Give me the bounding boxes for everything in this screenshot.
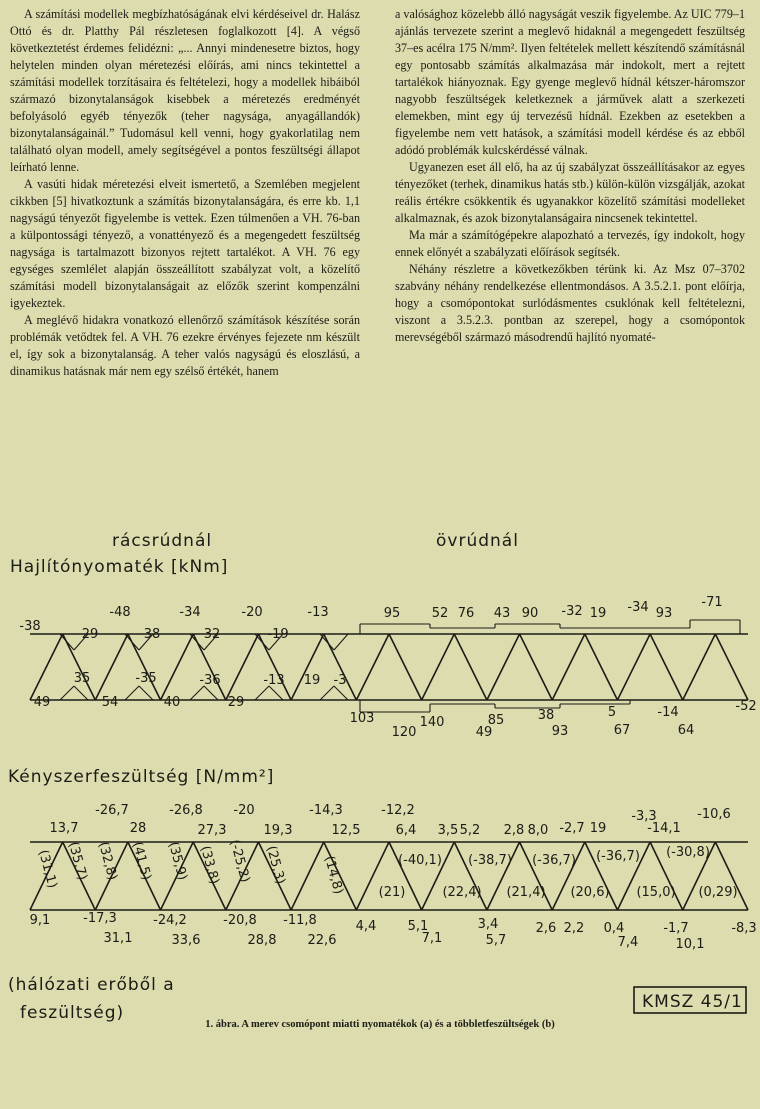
value-label: -34: [179, 605, 201, 620]
value-label: 27,3: [197, 823, 227, 838]
value-label: 2,8: [503, 823, 525, 838]
moment-wedge: [334, 634, 348, 650]
moment-truss-diagonal: [683, 634, 716, 700]
moment-truss-diagonal: [487, 634, 520, 700]
value-label: 19,3: [263, 823, 293, 838]
moment-truss-diagonal: [715, 634, 748, 700]
moment-truss-diagonal: [617, 634, 650, 700]
value-label: 95: [383, 606, 401, 621]
value-label: 64: [677, 723, 695, 738]
value-label: 93: [655, 606, 673, 621]
moment-truss-diagonal: [356, 634, 389, 700]
moment-truss-diagonal: [95, 634, 128, 700]
paragraph: A vasúti hidak méretezési elveit ismertető, a Szemlében megjelent cikkben [5] hivatkoztunk a számítás bizonytalanságára, és erre kb. 1,1 nagyságú tényezőt figyelembe is vettek. Ezen túlmenően a VH. 76-ban a külpontossági tényező, a vonattényező és a megengedett feszültség nagysága is tartalmazott bizonyos rejtett tartalékot. A VH. 76 egy egységes szemlélet alapján összeállított szabályzat volt, a közelítő számítási modell bizonytalanságait az előzők szerint kompenzálni igyekeztek.: [10, 177, 360, 310]
diagonal-stress-label: (14,8): [321, 854, 346, 896]
value-label: 52: [431, 606, 449, 621]
value-label: 29: [81, 627, 99, 642]
moment-wedge: [60, 686, 74, 700]
moment-truss-diagonal: [291, 634, 324, 700]
value-label: -38: [19, 619, 41, 634]
moment-wedge: [190, 634, 204, 650]
value-label: 22,6: [307, 933, 337, 948]
diagonal-stress-label: (25,3): [263, 844, 288, 886]
value-label: -2,7: [559, 821, 585, 836]
moment-truss-diagonal: [226, 634, 259, 700]
moment-wedge: [60, 634, 74, 650]
value-label: 35: [73, 671, 91, 686]
value-label: (21,4): [506, 885, 546, 900]
value-label: -12,2: [381, 803, 415, 818]
code-label: KMSZ 45/1: [642, 992, 743, 1012]
value-label: -35: [135, 671, 157, 686]
value-label: 7,1: [421, 931, 443, 946]
value-label: 9,1: [29, 913, 51, 928]
value-label: 3,5: [437, 823, 459, 838]
value-label: (15,0): [636, 885, 676, 900]
value-label: -26,8: [169, 803, 203, 818]
value-label: 4,4: [355, 919, 377, 934]
moment-wedge: [204, 686, 218, 700]
moment-wedge: [74, 686, 88, 700]
value-label: (-38,7): [468, 853, 512, 868]
paragraph: Ma már a számítógépekre alapozható a tervezés, így indokolt, hogy ennek előnyét a szabályzati előírások segítsék.: [395, 228, 745, 259]
value-label: -71: [701, 595, 723, 610]
value-label: 19: [303, 673, 321, 688]
value-label: 40: [163, 695, 181, 710]
value-label: (-40,1): [398, 853, 442, 868]
value-label: 140: [419, 715, 445, 730]
paragraph: A meglévő hidakra vonatkozó ellenőrző számítások készítése során problémák vetődtek fel. A VH. 76 ezekre érvényes fejezete nm készült el, így sok a bizonytalanság. A teher valós nagyságú és eloszlású, a dinamikus hatásnak már nem egy szélső értékét, hanem: [10, 313, 360, 378]
value-label: 0,4: [603, 921, 625, 936]
value-label: 5,7: [485, 933, 507, 948]
value-label: 33,6: [171, 933, 201, 948]
heading-lattice: rácsrúdnál: [112, 531, 213, 551]
moment-wedge: [125, 634, 139, 650]
moment-wedge: [334, 686, 348, 700]
value-label: 5: [607, 705, 617, 720]
value-label: 10,1: [675, 937, 705, 952]
value-label: -17,3: [83, 911, 117, 926]
value-label: -52: [735, 699, 757, 714]
diagonal-stress-label: (35,7): [65, 840, 90, 882]
note-line-2: feszültség): [20, 1003, 125, 1023]
value-label: (21): [378, 885, 406, 900]
value-label: -10,6: [697, 807, 731, 822]
value-label: -13: [307, 605, 329, 620]
value-label: 28,8: [247, 933, 277, 948]
diagonal-stress-label: (35,9): [165, 840, 190, 882]
paragraph: a valósághoz közelebb álló nagyságát veszik figyelembe. Az UIC 779–1 ajánlás tervezete szerint a meglevő hidaknál a megengedett feszültség 37–es acélra 175 N/mm². Ilyen feltételek mellett készítendő számításnál egy pontosabb számítás alkalmazása már indokolt, mert a rejtett tartalékok hiányoznak. Egy gyenge meglevő hídnál kétszer-háromszor nagyobb feszültségek keletkeznek a járművek alatt a szerkezeti elemekben, mint egy új tervezésű hídnál. Ezekben az esetekben a figyelembe nem vett hatások, a számítási modell kérdése és az ebből adódó problémák kulcskérdéssé válnak.: [395, 7, 745, 157]
value-label: 2,2: [563, 921, 585, 936]
value-label: 93: [551, 724, 569, 739]
value-label: 31,1: [103, 931, 133, 946]
value-label: -24,2: [153, 913, 187, 928]
moment-truss-diagonal: [161, 634, 194, 700]
value-label: -3: [333, 673, 347, 688]
paragraph: A számítási modellek megbízhatóságának elvi kérdéseivel dr. Halász Ottó és dr. Platthy Pál részletesen foglalkozott [4]. A végső következtetést érdemes felidézni: „... Annyi mindenesetre biztos, hogy helytelen minden olyan méretezési előírás, ami nincs tekintettel a számítási modellek torzításaira és feltételezi, hogy a modellek hibáiból származó bizonytalanságok kisebbek a méretezés eredményét befolyásoló egyéb tényezők (teher nagysága, anyagállandók) bizonytalanságainál.” Tudomásul kell venni, hogy gyakorlatilag nem található olyan modell, amely segítségével a pontos feszültségi állapot leírható lenne.: [10, 7, 360, 174]
value-label: -11,8: [283, 913, 317, 928]
value-label: -3,3: [631, 809, 657, 824]
value-label: 85: [487, 713, 505, 728]
value-label: -36: [199, 673, 221, 688]
value-label: 12,5: [331, 823, 361, 838]
value-label: 43: [493, 606, 511, 621]
paragraph: Néhány részletre a következőkben térünk ki. Az Msz 07–3702 szabvány néhány rendelkezése ellentmondásos. A 3.5.2.1. pont előírja, hogy a csomópontokat surlódásmentes csuklónak kell feltételezni, viszont a 3.5.2.3. pontban az szerepel, hogy a csomópontok merevségéből származó másodrendű hajlító nyomaté-: [395, 262, 745, 344]
moment-wedge: [320, 634, 334, 650]
value-label: -20: [241, 605, 263, 620]
moment-wedge: [255, 686, 269, 700]
value-label: (-36,7): [532, 853, 576, 868]
figure-caption: 1. ábra. A merev csomópont miatti nyomatékok (a) és a többletfeszültségek (b): [205, 1019, 555, 1030]
heading-chord: övrúdnál: [436, 531, 519, 551]
diagonal-stress-label: (-25,2): [226, 838, 253, 885]
moment-truss-diagonal: [552, 634, 585, 700]
diagonal-stress-label: (31,1): [35, 848, 60, 890]
value-label: (0,29): [698, 885, 738, 900]
value-label: -8,3: [731, 921, 757, 936]
value-label: 54: [101, 695, 119, 710]
value-label: 29: [227, 695, 245, 710]
moment-truss-diagonal: [520, 634, 553, 700]
value-label: 8,0: [527, 823, 549, 838]
moment-title: Hajlítónyomaték [kNm]: [10, 557, 229, 577]
value-label: -14,3: [309, 803, 343, 818]
value-label: -1,7: [663, 921, 689, 936]
diagonal-stress-label: (33,8): [197, 844, 222, 886]
moment-truss-diagonal: [454, 634, 487, 700]
stress-title: Kényszerfeszültség [N/mm²]: [8, 767, 275, 787]
value-label: 13,7: [49, 821, 79, 836]
diagonal-stress-label: (32,8): [95, 840, 120, 882]
moment-truss-diagonal: [389, 634, 422, 700]
moment-truss-diagonal: [585, 634, 618, 700]
moment-wedge: [269, 686, 283, 700]
note-line-1: (hálózati erőből a: [8, 975, 175, 995]
diagonal-stress-label: (41,5): [129, 840, 154, 882]
moment-labels: [19, 595, 756, 740]
value-label: 103: [349, 711, 375, 726]
value-label: 28: [129, 821, 147, 836]
value-label: 32: [203, 627, 221, 642]
value-label: -13: [263, 673, 285, 688]
paragraph: Ugyanezen eset áll elő, ha az új szabályzat összeállításakor az egyes tényezőket (terhek, dinamikus hatás stb.) külön-külön vizsgálják, azokat reális értékre csökkentik és ugyanakkor közelítő számítási modelleket alkalmaznak, és azok bizonytalanságaira nincsenek tekintettel.: [395, 160, 745, 225]
value-label: 38: [143, 627, 161, 642]
value-label: -20,8: [223, 913, 257, 928]
value-label: 19: [589, 606, 607, 621]
value-label: 67: [613, 723, 631, 738]
value-label: 2,6: [535, 921, 557, 936]
moment-wedge: [190, 686, 204, 700]
moment-wedge: [125, 686, 139, 700]
value-label: 5,2: [459, 823, 481, 838]
value-label: -32: [561, 604, 583, 619]
value-label: (-36,7): [596, 849, 640, 864]
value-label: (20,6): [570, 885, 610, 900]
stress-labels: [30, 803, 757, 952]
value-label: (-30,8): [666, 845, 710, 860]
moment-wedge: [139, 686, 153, 700]
value-label: 6,4: [395, 823, 417, 838]
value-label: 120: [391, 725, 417, 740]
value-label: -14: [657, 705, 679, 720]
moment-truss-diagonal: [30, 634, 63, 700]
value-label: 7,4: [617, 935, 639, 950]
moment-truss-diagonal: [422, 634, 455, 700]
value-label: -20: [233, 803, 255, 818]
value-label: 49: [475, 725, 493, 740]
stress-truss-diagonal: [291, 842, 324, 910]
value-label: 76: [457, 606, 475, 621]
value-label: -26,7: [95, 803, 129, 818]
value-label: 3,4: [477, 917, 499, 932]
value-label: 49: [33, 695, 51, 710]
moment-wedge: [320, 686, 334, 700]
value-label: 19: [589, 821, 607, 836]
value-label: -48: [109, 605, 131, 620]
value-label: 38: [537, 708, 555, 723]
value-label: 90: [521, 606, 539, 621]
value-label: 5,1: [407, 919, 429, 934]
truss-moment-diagram: [30, 634, 748, 700]
value-label: (22,4): [442, 885, 482, 900]
value-label: -34: [627, 600, 649, 615]
moment-truss-diagonal: [650, 634, 683, 700]
value-label: -19: [267, 627, 289, 642]
value-label: -14,1: [647, 821, 681, 836]
